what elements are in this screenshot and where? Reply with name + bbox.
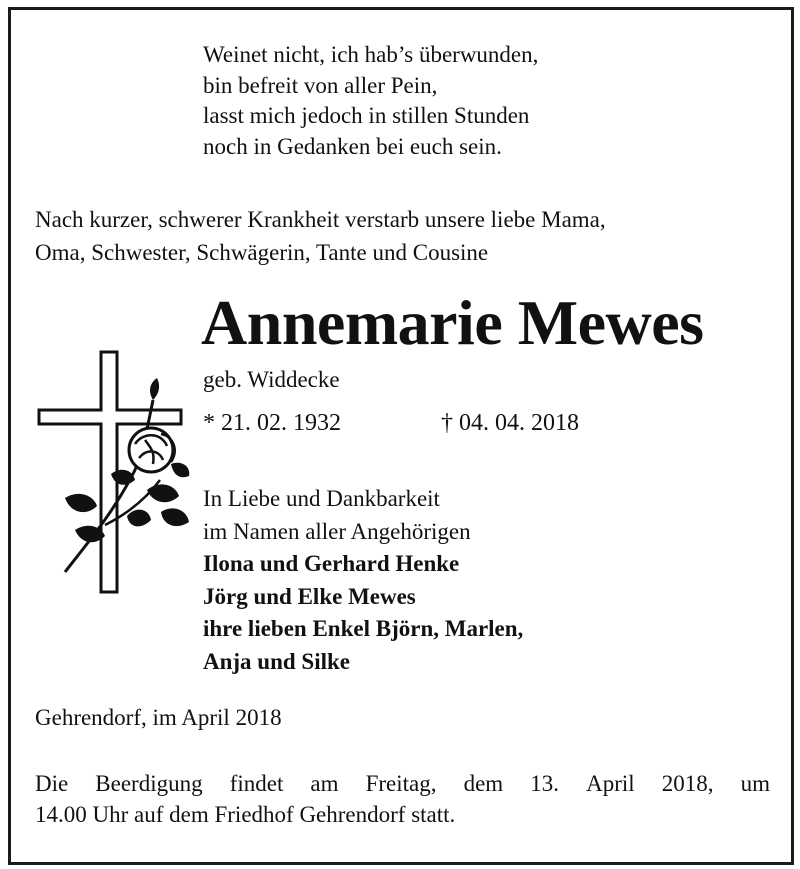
poem-line: Weinet nicht, ich hab’s überwunden, <box>203 42 539 67</box>
birth-date: * 21. 02. 1932 <box>203 410 341 436</box>
cross-with-rose-icon <box>35 340 195 600</box>
death-announcement <box>35 203 765 269</box>
funeral-line-2: 14.00 Uhr auf dem Friedhof Gehrendorf statt. <box>35 802 456 827</box>
obituary-frame <box>8 7 794 865</box>
mourners-line: In Liebe und Dankbarkeit <box>203 486 440 511</box>
funeral-notice <box>35 768 770 830</box>
funeral-word: findet <box>229 771 284 796</box>
poem-line: bin befreit von aller Pein, <box>203 72 438 98</box>
funeral-word: dem <box>463 771 504 796</box>
announcement-line: Nach kurzer, schwerer Krankheit verstarb unsere liebe Mama, <box>35 207 606 232</box>
mourner-name: ihre lieben Enkel Björn, Marlen, <box>203 616 524 641</box>
memorial-poem <box>203 40 538 162</box>
maiden-name: geb. Widdecke <box>203 367 340 392</box>
death-date: † 04. 04. 2018 <box>441 410 579 436</box>
mourners-line: im Namen aller Angehörigen <box>203 518 471 544</box>
poem-line: lasst mich jedoch in stillen Stunden <box>203 103 530 128</box>
funeral-word: 13. <box>530 771 560 796</box>
funeral-word: Die <box>35 771 69 796</box>
mourner-name: Anja und Silke <box>203 648 351 674</box>
funeral-word: am <box>310 771 339 796</box>
deceased-name: Annemarie Mewes <box>201 287 704 358</box>
mourners-block <box>203 483 523 678</box>
announcement-line: Oma, Schwester, Schwägerin, Tante und Cousine <box>35 240 489 265</box>
mourner-name: Jörg und Elke Mewes <box>203 583 416 609</box>
funeral-line-1 <box>35 768 770 799</box>
funeral-word: Beerdigung <box>95 771 203 796</box>
funeral-word: Freitag, <box>365 771 437 796</box>
poem-line: noch in Gedanken bei euch sein. <box>203 133 502 159</box>
funeral-word: April <box>586 771 635 796</box>
funeral-word: 2018, <box>661 771 714 796</box>
mourner-name: Ilona und Gerhard Henke <box>203 551 460 576</box>
funeral-word: um <box>740 771 770 796</box>
place-and-date: Gehrendorf, im April 2018 <box>35 705 282 730</box>
